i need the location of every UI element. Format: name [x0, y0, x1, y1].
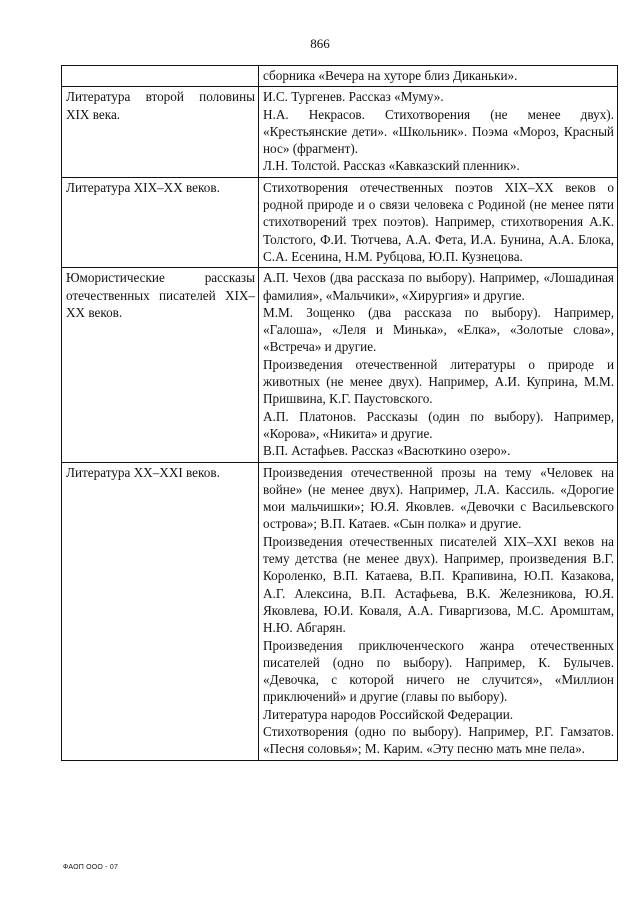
works-paragraph: Л.Н. Толстой. Рассказ «Кавказский пленник». — [263, 158, 520, 174]
works-paragraph: Произведения приключенческого жанра отечественных писателей (одно по выбору). Например, К. Булычев. «Девочка, с которой ничего не случится», «Миллион приключений» и другие (главы по выбору). — [263, 637, 614, 705]
works-paragraph: Стихотворения (одно по выбору). Например, Р.Г. Гамзатов. «Песня соловья»; М. Карим. «Эту песню мать мне пела». — [263, 723, 614, 757]
table-row — [62, 462, 618, 760]
works-paragraph: И.С. Тургенев. Рассказ «Муму». — [263, 89, 444, 105]
works-paragraph: сборника «Вечера на хуторе близ Диканьки». — [263, 68, 518, 83]
period-cell: Юмористические рассказы отечественных писателей XIX–XX веков. — [62, 268, 259, 462]
works-cell — [259, 66, 618, 87]
works-paragraph: Произведения отечественных писателей XIX–XXI веков на тему детства (не менее двух). Например, произведения В.Г. Короленко, В.П. Катаева, В.П. Крапивина, Ю.П. Казакова, А.Г. Алексина, В.П. Астафьева, В.К. Железникова, Ю.Я. Яковлева, Ю.И. Коваля, А.А. Гиваргизова, М.С. Аромштам, Н.Ю. Абгарян. — [263, 533, 614, 636]
period-cell: Литература XIX–XX веков. — [62, 177, 259, 267]
curriculum-table — [61, 65, 618, 761]
works-cell — [259, 462, 618, 760]
works-paragraph: Н.А. Некрасов. Стихотворения (не менее двух). «Крестьянские дети». «Школьник». Поэма «Мороз, Красный нос» (фрагмент). — [263, 106, 614, 157]
table-row — [62, 66, 618, 87]
table-row — [62, 87, 618, 177]
period-cell — [62, 66, 259, 87]
works-paragraph: Произведения отечественной литературы о природе и животных (не менее двух). Например, А.И. Куприна, М.М. Пришвина, К.Г. Паустовского. — [263, 356, 614, 407]
table-row — [62, 177, 618, 267]
works-paragraph: В.П. Астафьев. Рассказ «Васюткино озеро». — [263, 443, 511, 459]
page-number: 866 — [310, 36, 330, 51]
works-paragraph: А.П. Чехов (два рассказа по выбору). Например, «Лошадиная фамилия», «Мальчики», «Хирургия» и другие. — [263, 270, 614, 303]
period-cell: Литература XX–XXI веков. — [62, 462, 259, 760]
works-paragraph: А.П. Платонов. Рассказы (один по выбору). Например, «Корова», «Никита» и другие. — [263, 408, 614, 441]
works-paragraph: Произведения отечественной прозы на тему «Человек на войне» (не менее двух). Например, Л.А. Кассиль. «Дорогие мои мальчишки»; Ю.Я. Яковлев. «Девочки с Васильевского острова»; В.П. Катаев. «Сын полка» и другие. — [263, 464, 614, 532]
works-cell — [259, 268, 618, 462]
works-cell — [259, 177, 618, 267]
table-row — [62, 268, 618, 462]
works-paragraph: Стихотворения отечественных поэтов XIX–XX веков о родной природе и о связи человека с Родиной (не менее пяти стихотворений трех поэтов). Например, стихотворения А.К. Толстого, Ф.И. Тютчева, А.А. Фета, И.А. Бунина, А.А. Блока, С.А. Есенина, Н.М. Рубцова, Ю.П. Кузнецова. — [263, 179, 614, 264]
works-cell — [259, 87, 618, 177]
period-cell: Литература второй половины XIX века. — [62, 87, 259, 177]
works-paragraph: М.М. Зощенко (два рассказа по выбору). Например, «Галоша», «Леля и Минька», «Елка», «Золотые слова», «Встреча» и другие. — [263, 304, 614, 355]
works-paragraph: Литература народов Российской Федерации. — [263, 706, 514, 722]
footer-document-code: ФАОП ООО - 07 — [63, 864, 119, 871]
